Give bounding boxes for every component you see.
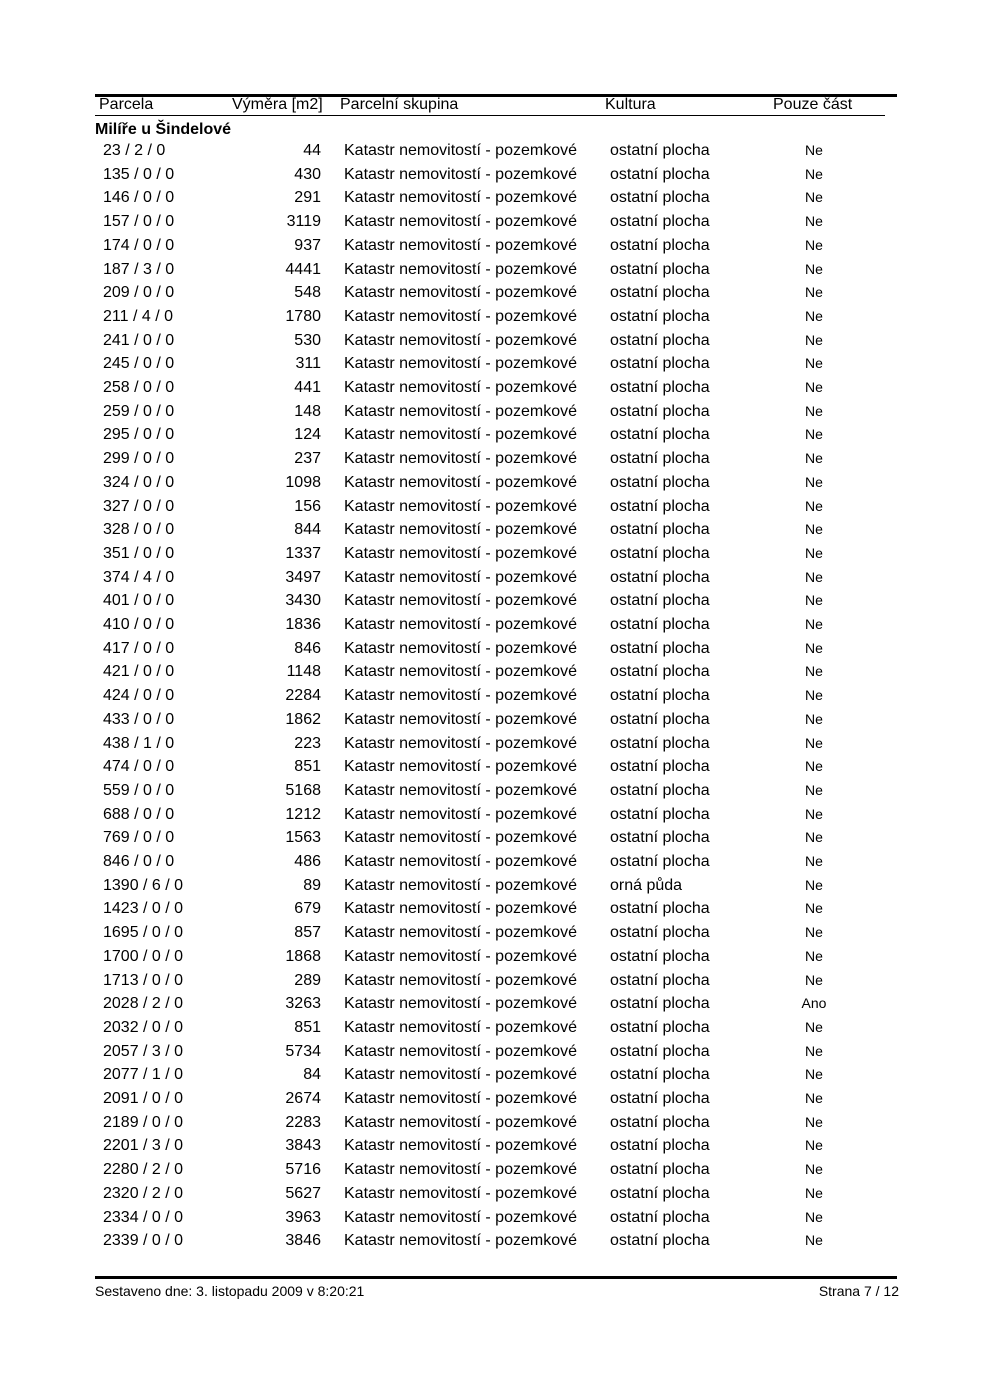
- table-row: [0, 779, 990, 803]
- cell-pouze: Ne: [805, 1137, 823, 1154]
- cell-skupina: Katastr nemovitostí - pozemkové: [344, 1042, 577, 1060]
- cell-pouze: Ne: [805, 734, 823, 751]
- section-title: Milíře u Šindelové: [95, 121, 232, 138]
- cell-pouze: Ne: [805, 1161, 823, 1178]
- cell-skupina: Katastr nemovitostí - pozemkové: [344, 734, 577, 752]
- cell-pouze: Ne: [805, 805, 823, 822]
- cell-kultura: ostatní plocha: [610, 663, 710, 681]
- cell-vymera: 486: [294, 853, 321, 870]
- cell-vymera: 1868: [285, 947, 321, 965]
- cell-pouze: Ne: [805, 1018, 823, 1035]
- cell-pouze: Ne: [805, 426, 823, 443]
- cell-skupina: Katastr nemovitostí - pozemkové: [344, 473, 577, 491]
- cell-skupina: Katastr nemovitostí - pozemkové: [344, 1161, 577, 1179]
- cell-kultura: ostatní plocha: [610, 1232, 710, 1250]
- cell-pouze: Ne: [805, 710, 823, 727]
- cell-parcela: 417 / 0 / 0: [103, 639, 175, 657]
- cell-pouze: Ne: [805, 758, 823, 775]
- cell-vymera: 124: [294, 426, 321, 444]
- cell-skupina: Katastr nemovitostí - pozemkové: [344, 331, 577, 349]
- table-row: [0, 400, 990, 424]
- table-row: [0, 969, 990, 993]
- cell-skupina: Katastr nemovitostí - pozemkové: [344, 568, 577, 586]
- cell-parcela: 2189 / 0 / 0: [103, 1113, 184, 1131]
- cell-vymera: 1212: [285, 805, 321, 823]
- cell-skupina: Katastr nemovitostí - pozemkové: [344, 900, 577, 918]
- table-row: [0, 423, 990, 447]
- cell-parcela: 438 / 1 / 0: [103, 734, 175, 752]
- cell-parcela: 374 / 4 / 0: [103, 568, 175, 586]
- cell-pouze: Ne: [805, 781, 823, 798]
- cell-skupina: Katastr nemovitostí - pozemkové: [344, 616, 577, 633]
- cell-parcela: 211 / 4 / 0: [103, 307, 173, 325]
- table-row: [0, 1063, 990, 1087]
- cell-pouze: Ne: [805, 236, 823, 253]
- cell-vymera: 1148: [286, 663, 321, 681]
- cell-skupina: Katastr nemovitostí - pozemkové: [344, 307, 577, 325]
- cell-skupina: Katastr nemovitostí - pozemkové: [344, 995, 577, 1013]
- cell-parcela: 327 / 0 / 0: [103, 497, 175, 515]
- cell-kultura: ostatní plocha: [610, 805, 710, 823]
- cell-skupina: Katastr nemovitostí - pozemkové: [344, 497, 577, 515]
- cell-vymera: 2674: [285, 1090, 321, 1107]
- cell-pouze: Ne: [805, 1184, 823, 1201]
- cell-pouze: Ne: [805, 1113, 823, 1130]
- cell-kultura: ostatní plocha: [610, 213, 710, 231]
- cell-vymera: 3846: [285, 1232, 321, 1250]
- cell-parcela: 2339 / 0 / 0: [103, 1232, 184, 1250]
- cell-parcela: 1695 / 0 / 0: [103, 924, 184, 942]
- cell-kultura: ostatní plocha: [610, 1137, 710, 1155]
- cell-pouze: Ne: [805, 900, 823, 917]
- cell-pouze: Ne: [805, 165, 823, 182]
- cell-parcela: 324 / 0 / 0: [103, 473, 175, 491]
- table-row: [0, 1087, 990, 1111]
- cell-parcela: 258 / 0 / 0: [103, 379, 175, 396]
- cell-kultura: ostatní plocha: [610, 758, 710, 776]
- cell-skupina: Katastr nemovitostí - pozemkové: [344, 947, 577, 965]
- cell-kultura: ostatní plocha: [610, 450, 710, 468]
- table-row: [0, 1134, 990, 1158]
- table-row: [0, 613, 990, 637]
- cell-vymera: 1836: [285, 616, 321, 633]
- cell-vymera: 851: [294, 1018, 321, 1036]
- cell-vymera: 156: [294, 497, 321, 515]
- cell-pouze: Ne: [805, 829, 823, 846]
- cell-pouze: Ne: [805, 379, 823, 395]
- cell-skupina: Katastr nemovitostí - pozemkové: [344, 1090, 577, 1107]
- table-row: [0, 684, 990, 708]
- cell-parcela: 157 / 0 / 0: [103, 213, 175, 231]
- cell-pouze: Ne: [805, 1090, 823, 1106]
- cell-skupina: Katastr nemovitostí - pozemkové: [344, 829, 577, 847]
- cell-parcela: 1390 / 6 / 0: [103, 876, 184, 894]
- cell-parcela: 351 / 0 / 0: [103, 544, 175, 562]
- cell-pouze: Ne: [805, 213, 823, 230]
- cell-pouze: Ne: [805, 260, 823, 277]
- cell-skupina: Katastr nemovitostí - pozemkové: [344, 1184, 577, 1202]
- table-row: [0, 1182, 990, 1206]
- table-row: [0, 566, 990, 590]
- cell-skupina: Katastr nemovitostí - pozemkové: [344, 1066, 577, 1084]
- table-row: [0, 708, 990, 732]
- cell-parcela: 187 / 3 / 0: [103, 260, 175, 278]
- cell-vymera: 441: [294, 379, 321, 396]
- cell-kultura: ostatní plocha: [610, 355, 710, 373]
- cell-parcela: 328 / 0 / 0: [103, 521, 175, 539]
- cell-kultura: ostatní plocha: [610, 592, 710, 610]
- cell-pouze: Ne: [805, 497, 823, 514]
- cell-skupina: Katastr nemovitostí - pozemkové: [344, 260, 577, 278]
- cell-parcela: 2320 / 2 / 0: [103, 1184, 184, 1202]
- cell-parcela: 1713 / 0 / 0: [103, 971, 184, 989]
- cell-vymera: 311: [295, 355, 321, 373]
- cell-pouze: Ne: [805, 544, 823, 561]
- table-row: [0, 660, 990, 684]
- table-row: [0, 755, 990, 779]
- cell-vymera: 1780: [285, 307, 321, 325]
- cell-skupina: Katastr nemovitostí - pozemkové: [344, 1137, 577, 1155]
- table-row: [0, 352, 990, 376]
- cell-parcela: 424 / 0 / 0: [103, 687, 175, 705]
- cell-skupina: Katastr nemovitostí - pozemkové: [344, 805, 577, 823]
- table-row: [0, 139, 990, 163]
- cell-vymera: 851: [294, 758, 321, 776]
- table-row: [0, 897, 990, 921]
- cell-parcela: 1700 / 0 / 0: [103, 947, 184, 965]
- cell-kultura: ostatní plocha: [610, 331, 710, 349]
- cell-vymera: 844: [294, 521, 321, 539]
- cell-vymera: 3843: [285, 1137, 321, 1155]
- cell-skupina: Katastr nemovitostí - pozemkové: [344, 1018, 577, 1036]
- cell-skupina: Katastr nemovitostí - pozemkové: [344, 758, 577, 776]
- cell-parcela: 295 / 0 / 0: [103, 426, 175, 444]
- cell-vymera: 1862: [285, 710, 321, 728]
- cell-vymera: 2284: [285, 687, 321, 705]
- table-row: [0, 1158, 990, 1182]
- table-row: [0, 281, 990, 305]
- table-row: [0, 234, 990, 258]
- cell-vymera: 679: [294, 900, 321, 918]
- cell-skupina: Katastr nemovitostí - pozemkové: [344, 710, 577, 728]
- cell-pouze: Ano: [801, 995, 827, 1012]
- table-row: [0, 992, 990, 1016]
- cell-skupina: Katastr nemovitostí - pozemkové: [344, 355, 577, 373]
- cell-skupina: Katastr nemovitostí - pozemkové: [344, 781, 577, 799]
- cell-skupina: Katastr nemovitostí - pozemkové: [344, 592, 577, 610]
- cell-parcela: 2201 / 3 / 0: [103, 1137, 184, 1155]
- cell-kultura: ostatní plocha: [610, 544, 710, 562]
- cell-pouze: Ne: [805, 616, 823, 632]
- cell-parcela: 433 / 0 / 0: [103, 710, 175, 728]
- cell-vymera: 857: [294, 924, 321, 942]
- table-row: [0, 921, 990, 945]
- cell-parcela: 2091 / 0 / 0: [103, 1090, 184, 1107]
- cell-pouze: Ne: [805, 1232, 823, 1249]
- cell-kultura: ostatní plocha: [610, 971, 710, 989]
- table-row: [0, 495, 990, 519]
- cell-kultura: ostatní plocha: [610, 1090, 710, 1107]
- cell-kultura: ostatní plocha: [610, 1018, 710, 1036]
- header-skupina: Parcelní skupina: [340, 96, 459, 113]
- bottom-rule: [95, 1276, 897, 1279]
- cell-pouze: Ne: [805, 592, 823, 609]
- cell-kultura: ostatní plocha: [610, 1066, 710, 1084]
- cell-skupina: Katastr nemovitostí - pozemkové: [344, 402, 577, 420]
- cell-skupina: Katastr nemovitostí - pozemkové: [344, 853, 577, 870]
- cell-skupina: Katastr nemovitostí - pozemkové: [344, 1208, 577, 1226]
- table-row: [0, 163, 990, 187]
- cell-kultura: ostatní plocha: [610, 521, 710, 539]
- cell-kultura: ostatní plocha: [610, 189, 710, 207]
- cell-parcela: 174 / 0 / 0: [103, 236, 175, 254]
- table-row: [0, 1206, 990, 1230]
- cell-vymera: 5627: [285, 1184, 321, 1202]
- cell-pouze: Ne: [805, 687, 823, 704]
- cell-kultura: ostatní plocha: [610, 1161, 710, 1179]
- cell-vymera: 530: [294, 331, 321, 349]
- table-row: [0, 447, 990, 471]
- cell-kultura: ostatní plocha: [610, 473, 710, 491]
- table-row: [0, 305, 990, 329]
- cell-skupina: Katastr nemovitostí - pozemkové: [344, 236, 577, 254]
- cell-skupina: Katastr nemovitostí - pozemkové: [344, 189, 577, 207]
- table-row: [0, 637, 990, 661]
- table-row: [0, 518, 990, 542]
- cell-kultura: ostatní plocha: [610, 639, 710, 657]
- cell-kultura: ostatní plocha: [610, 260, 710, 278]
- table-row: [0, 542, 990, 566]
- cell-parcela: 2280 / 2 / 0: [103, 1161, 184, 1179]
- cell-vymera: 5168: [285, 781, 321, 799]
- cell-pouze: Ne: [805, 663, 823, 680]
- header-vymera: Výměra [m2]: [232, 96, 323, 113]
- cell-kultura: ostatní plocha: [610, 947, 710, 965]
- cell-skupina: Katastr nemovitostí - pozemkové: [344, 379, 577, 396]
- cell-skupina: Katastr nemovitostí - pozemkové: [344, 450, 577, 468]
- cell-parcela: 769 / 0 / 0: [103, 829, 175, 847]
- table-row: [0, 376, 990, 400]
- cell-kultura: ostatní plocha: [610, 616, 710, 633]
- cell-vymera: 3263: [285, 995, 321, 1013]
- table-row: [0, 850, 990, 874]
- cell-kultura: ostatní plocha: [610, 165, 710, 183]
- cell-parcela: 259 / 0 / 0: [103, 402, 175, 420]
- cell-kultura: ostatní plocha: [610, 497, 710, 515]
- cell-pouze: Ne: [805, 853, 823, 869]
- header-kultura: Kultura: [605, 96, 656, 113]
- table-row: [0, 732, 990, 756]
- cell-vymera: 548: [294, 284, 321, 302]
- cell-vymera: 4441: [285, 260, 321, 278]
- cell-pouze: Ne: [805, 568, 823, 585]
- cell-vymera: 237: [294, 450, 321, 468]
- cell-skupina: Katastr nemovitostí - pozemkové: [344, 687, 577, 705]
- cell-kultura: ostatní plocha: [610, 710, 710, 728]
- cell-vymera: 3497: [285, 568, 321, 586]
- cell-vymera: 430: [294, 165, 321, 183]
- table-row: [0, 826, 990, 850]
- cell-kultura: ostatní plocha: [610, 379, 710, 396]
- table-row: [0, 1016, 990, 1040]
- cell-kultura: ostatní plocha: [610, 142, 710, 159]
- cell-parcela: 23 / 2 / 0: [103, 142, 166, 159]
- cell-pouze: Ne: [805, 521, 823, 538]
- cell-parcela: 401 / 0 / 0: [103, 592, 175, 610]
- cell-vymera: 223: [294, 734, 321, 752]
- cell-kultura: ostatní plocha: [610, 995, 710, 1013]
- cell-parcela: 410 / 0 / 0: [103, 616, 175, 633]
- cell-pouze: Ne: [805, 450, 823, 467]
- cell-kultura: ostatní plocha: [610, 1208, 710, 1226]
- cell-kultura: ostatní plocha: [610, 1184, 710, 1202]
- table-row: [0, 471, 990, 495]
- cell-skupina: Katastr nemovitostí - pozemkové: [344, 165, 577, 183]
- header-parcela: Parcela: [99, 96, 154, 113]
- cell-parcela: 135 / 0 / 0: [103, 165, 175, 183]
- cell-parcela: 245 / 0 / 0: [103, 355, 175, 373]
- cell-vymera: 1563: [285, 829, 321, 847]
- cell-skupina: Katastr nemovitostí - pozemkové: [344, 544, 577, 562]
- cell-vymera: 937: [294, 236, 321, 254]
- cell-parcela: 2334 / 0 / 0: [103, 1208, 184, 1226]
- cell-parcela: 1423 / 0 / 0: [103, 900, 184, 918]
- cell-vymera: 3963: [285, 1208, 321, 1226]
- cell-pouze: Ne: [805, 473, 823, 490]
- cell-parcela: 846 / 0 / 0: [103, 853, 175, 870]
- cell-vymera: 291: [294, 189, 321, 207]
- cell-parcela: 559 / 0 / 0: [103, 781, 175, 799]
- cell-parcela: 688 / 0 / 0: [103, 805, 175, 823]
- cell-vymera: 1337: [285, 544, 321, 562]
- cell-parcela: 2032 / 0 / 0: [103, 1018, 184, 1036]
- cell-vymera: 3119: [286, 213, 321, 231]
- cell-pouze: Ne: [805, 284, 823, 301]
- cell-kultura: ostatní plocha: [610, 924, 710, 942]
- cell-pouze: Ne: [805, 307, 823, 324]
- cell-kultura: ostatní plocha: [610, 900, 710, 918]
- cell-parcela: 474 / 0 / 0: [103, 758, 175, 776]
- cell-skupina: Katastr nemovitostí - pozemkové: [344, 142, 577, 159]
- table-row: [0, 1111, 990, 1135]
- table-row: [0, 329, 990, 353]
- table-row: [0, 258, 990, 282]
- cell-pouze: Ne: [805, 402, 823, 419]
- cell-pouze: Ne: [805, 1042, 823, 1059]
- table-row: [0, 945, 990, 969]
- cell-vymera: 5716: [285, 1161, 321, 1179]
- cell-pouze: Ne: [805, 1066, 823, 1083]
- cell-kultura: ostatní plocha: [610, 687, 710, 705]
- cell-skupina: Katastr nemovitostí - pozemkové: [344, 971, 577, 989]
- table-row: [0, 186, 990, 210]
- cell-skupina: Katastr nemovitostí - pozemkové: [344, 876, 577, 894]
- cell-pouze: Ne: [805, 639, 823, 656]
- cell-skupina: Katastr nemovitostí - pozemkové: [344, 924, 577, 942]
- cell-vymera: 846: [294, 639, 321, 657]
- table-row: [0, 1040, 990, 1064]
- cell-kultura: ostatní plocha: [610, 307, 710, 325]
- cell-parcela: 2028 / 2 / 0: [103, 995, 184, 1013]
- cell-vymera: 148: [294, 402, 321, 420]
- cell-pouze: Ne: [805, 142, 823, 158]
- cell-kultura: ostatní plocha: [610, 853, 710, 870]
- cell-kultura: ostatní plocha: [610, 402, 710, 420]
- cell-kultura: ostatní plocha: [610, 829, 710, 847]
- table-row: [0, 589, 990, 613]
- cell-kultura: orná půda: [610, 876, 683, 894]
- cell-parcela: 241 / 0 / 0: [103, 331, 175, 349]
- cell-parcela: 2077 / 1 / 0: [103, 1066, 184, 1084]
- cell-kultura: ostatní plocha: [610, 236, 710, 254]
- cell-skupina: Katastr nemovitostí - pozemkové: [344, 1113, 577, 1131]
- cell-kultura: ostatní plocha: [610, 284, 710, 302]
- cell-pouze: Ne: [805, 189, 823, 206]
- cell-pouze: Ne: [805, 947, 823, 964]
- cell-pouze: Ne: [805, 1208, 823, 1225]
- table-row: [0, 874, 990, 898]
- cell-pouze: Ne: [805, 971, 823, 988]
- cell-vymera: 44: [303, 142, 321, 159]
- cell-skupina: Katastr nemovitostí - pozemkové: [344, 521, 577, 539]
- cell-skupina: Katastr nemovitostí - pozemkové: [344, 426, 577, 444]
- cell-vymera: 1098: [285, 473, 321, 491]
- cell-skupina: Katastr nemovitostí - pozemkové: [344, 663, 577, 681]
- header-pouze: Pouze část: [773, 96, 853, 113]
- cell-pouze: Ne: [805, 924, 823, 941]
- cell-skupina: Katastr nemovitostí - pozemkové: [344, 284, 577, 302]
- cell-kultura: ostatní plocha: [610, 781, 710, 799]
- cell-vymera: 3430: [285, 592, 321, 610]
- cell-parcela: 299 / 0 / 0: [103, 450, 175, 468]
- cell-parcela: 421 / 0 / 0: [103, 663, 175, 681]
- cell-pouze: Ne: [805, 876, 823, 893]
- cell-kultura: ostatní plocha: [610, 568, 710, 586]
- table-row: [0, 803, 990, 827]
- cell-pouze: Ne: [805, 355, 823, 372]
- cell-skupina: Katastr nemovitostí - pozemkové: [344, 213, 577, 231]
- cell-vymera: 89: [303, 876, 321, 894]
- cell-kultura: ostatní plocha: [610, 734, 710, 752]
- table-row: [0, 210, 990, 234]
- cell-parcela: 146 / 0 / 0: [103, 189, 175, 207]
- cell-pouze: Ne: [805, 331, 823, 348]
- cell-skupina: Katastr nemovitostí - pozemkové: [344, 639, 577, 657]
- cell-kultura: ostatní plocha: [610, 426, 710, 444]
- cell-vymera: 2283: [285, 1113, 321, 1131]
- cell-parcela: 2057 / 3 / 0: [103, 1042, 184, 1060]
- cell-kultura: ostatní plocha: [610, 1113, 710, 1131]
- cell-vymera: 289: [294, 971, 321, 989]
- cell-skupina: Katastr nemovitostí - pozemkové: [344, 1232, 577, 1250]
- cell-vymera: 5734: [285, 1042, 321, 1060]
- footer-date: Sestaveno dne: 3. listopadu 2009 v 8:20:21: [95, 1283, 365, 1299]
- table-row: [0, 1229, 990, 1253]
- footer-page: Strana 7 / 12: [818, 1283, 899, 1299]
- cell-kultura: ostatní plocha: [610, 1042, 710, 1060]
- cell-vymera: 84: [303, 1066, 321, 1084]
- cell-parcela: 209 / 0 / 0: [103, 284, 175, 302]
